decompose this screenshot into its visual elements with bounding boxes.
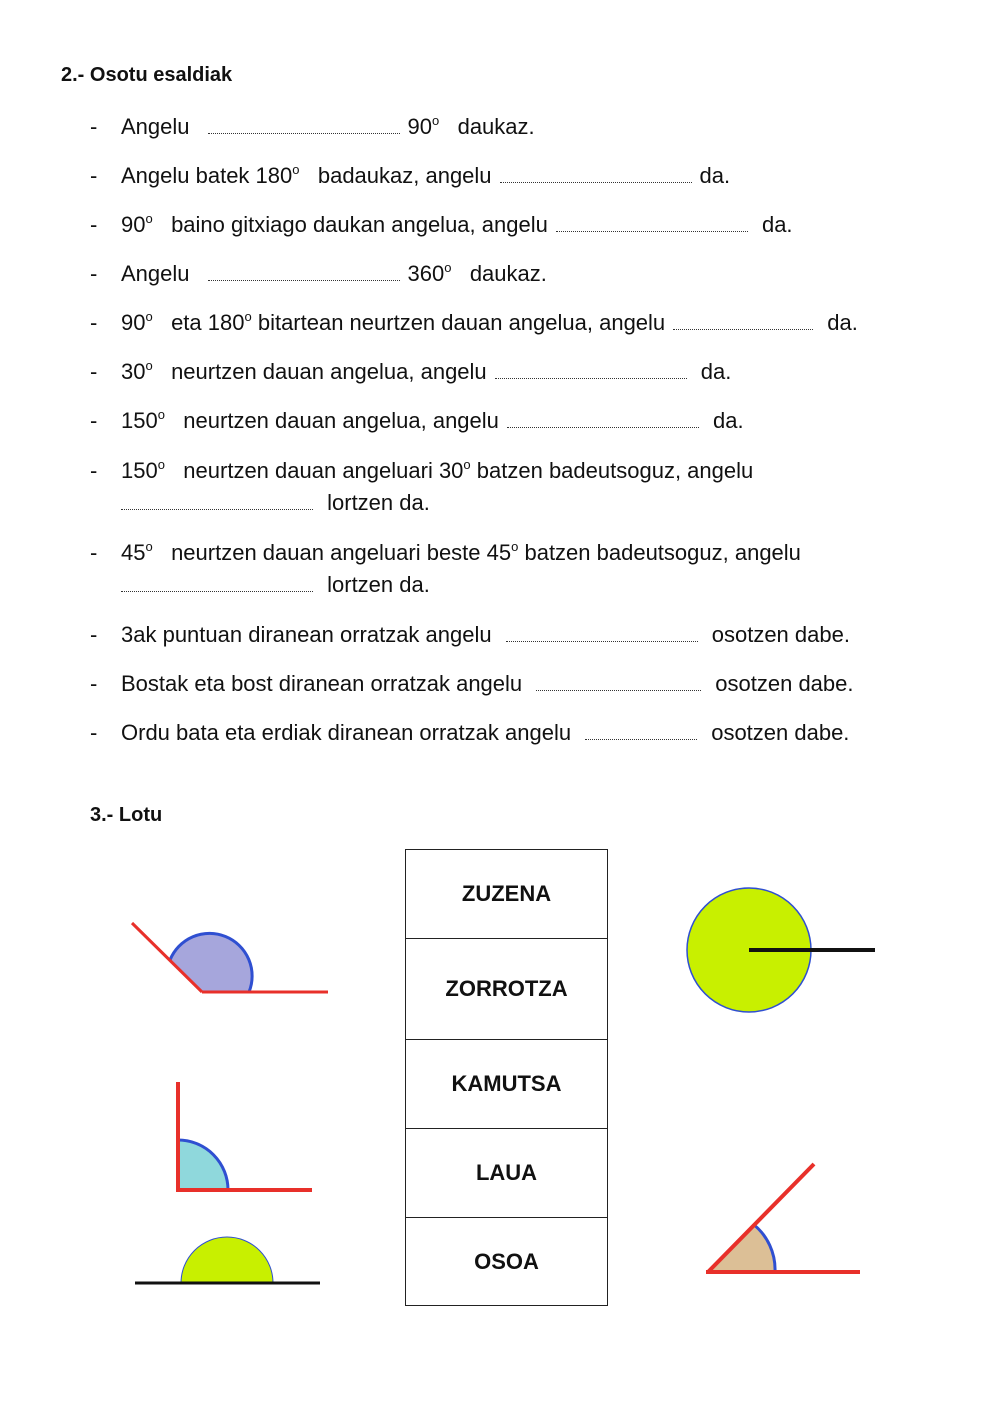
sentence-6: - 30$^o$ neurtzen dauan angelua, angelu da. <box>90 358 732 384</box>
section3-title: 3.- Lotu <box>90 804 163 826</box>
blank-11[interactable] <box>536 672 701 691</box>
word-zuzena[interactable]: ZUZENA <box>406 850 607 939</box>
blank-2[interactable] <box>500 164 692 183</box>
sentence-4: - Angelu 360$^o$ daukaz. <box>90 260 547 286</box>
sentence-8-continuation: lortzen da. <box>121 487 430 519</box>
sentence-12: - Ordu bata eta erdiak diranean orratzak angelu osotzen dabe. <box>90 720 850 745</box>
sentence-7: - 150$^o$ neurtzen dauan angelua, angelu da. <box>90 407 744 433</box>
sentence-2: - Angelu batek 180$^o$ badaukaz, angelu da. <box>90 162 731 188</box>
blank-4[interactable] <box>208 262 400 281</box>
straight-angle-figure[interactable] <box>130 1230 330 1290</box>
sentence-3: - 90$^o$ baino gitxiago daukan angelua, angelu da. <box>90 211 793 237</box>
word-osoa[interactable]: OSOA <box>474 1248 539 1274</box>
word-kamutsa[interactable]: KAMUTSA <box>406 1040 607 1129</box>
sentence-1: - Angelu 90$^o$ daukaz. <box>90 113 535 139</box>
blank-12[interactable] <box>585 721 697 740</box>
sentence-11: - Bostak eta bost diranean orratzak angelu osotzen dabe. <box>90 671 854 696</box>
blank-8[interactable] <box>121 491 313 510</box>
sentence-10: - 3ak puntuan diranean orratzak angelu osotzen dabe. <box>90 622 850 647</box>
sentence-8: - 150$^o$ neurtzen dauan angeluari 30$^o$ batzen badeutsoguz, angelu <box>90 457 754 483</box>
blank-1[interactable] <box>208 115 400 134</box>
sentence-5: - 90$^o$ eta 180$^o$ bitartean neurtzen dauan angelua, angelu da. <box>90 309 858 335</box>
angle-names-table <box>405 849 608 1306</box>
blank-7[interactable] <box>507 409 699 428</box>
word-laua[interactable]: LAUA <box>406 1129 607 1218</box>
blank-3[interactable] <box>556 213 748 232</box>
obtuse-angle-figure[interactable] <box>125 915 335 1000</box>
right-angle-figure[interactable] <box>170 1080 320 1200</box>
sentence-9: - 45$^o$ neurtzen dauan angeluari beste 45$^o$ batzen badeutsoguz, angelu <box>90 539 801 565</box>
word-zorrotza[interactable]: ZORROTZA <box>406 939 607 1040</box>
blank-5[interactable] <box>673 311 813 330</box>
blank-6[interactable] <box>495 360 687 379</box>
full-angle-figure[interactable] <box>680 880 885 1020</box>
section2-title: 2.- Osotu esaldiak <box>61 64 233 86</box>
blank-9[interactable] <box>121 573 313 592</box>
sentence-9-continuation: lortzen da. <box>121 569 430 601</box>
blank-10[interactable] <box>506 623 698 642</box>
acute-angle-figure[interactable] <box>700 1160 870 1280</box>
